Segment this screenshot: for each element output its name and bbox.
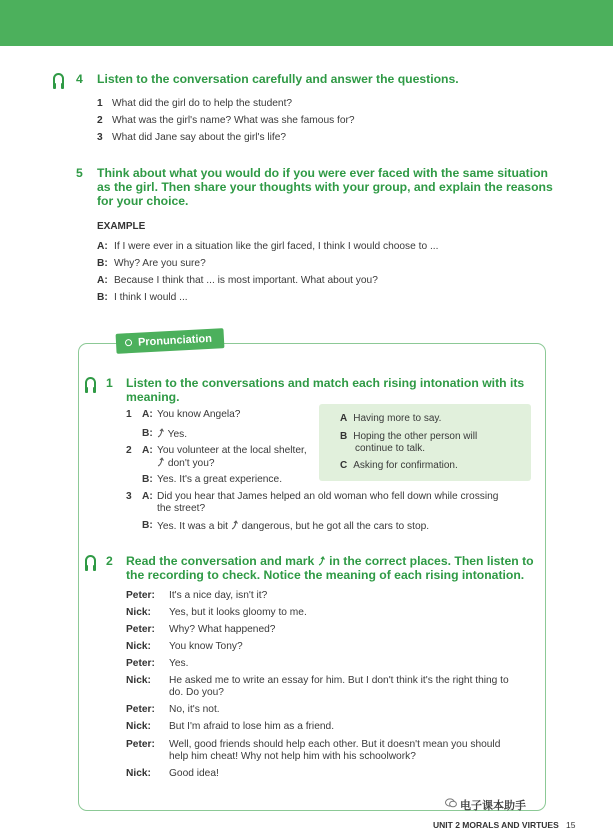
dialogue-line: Yes. — [169, 658, 189, 669]
speaker-label: Peter: — [126, 658, 155, 669]
speaker-label: Nick: — [126, 607, 151, 618]
headphones-icon — [85, 377, 96, 388]
dialogue-line: help him cheat! Why not help him with his schoolwork? — [169, 751, 416, 762]
conv-line: Did you hear that James helped an old woman who fell down while crossing — [157, 491, 499, 502]
conv-line-text: don't you? — [167, 458, 215, 469]
q4-item-text: What did the girl do to help the student? — [112, 98, 293, 109]
example-speaker: A: — [97, 241, 108, 252]
option-text: Asking for confirmation. — [353, 460, 458, 471]
speaker-label: Nick: — [126, 768, 151, 779]
dialogue-line: do. Do you? — [169, 687, 224, 698]
dialogue-line: But I'm afraid to lose him as a friend. — [169, 721, 335, 732]
conv-line: the street? — [157, 503, 206, 514]
example-line: Why? Are you sure? — [114, 258, 206, 269]
q4-item-text: What did Jane say about the girl's life? — [112, 132, 287, 143]
option-text: Having more to say. — [353, 413, 442, 424]
option-b — [340, 431, 477, 443]
p2-heading-text: Read the conversation and mark — [126, 554, 315, 568]
example-speaker: B: — [97, 258, 108, 269]
speaker-label: Peter: — [126, 590, 155, 601]
speaker-label: Nick: — [126, 675, 151, 686]
watermark-text: 电子课本助手 — [460, 800, 526, 812]
rising-arrow-icon — [231, 520, 239, 530]
speaker-label: B: — [142, 520, 153, 531]
dialogue-line: Good idea! — [169, 768, 219, 779]
rising-arrow-icon — [157, 457, 165, 467]
option-b-line2: continue to talk. — [355, 443, 426, 454]
q4-item-number: 2 — [97, 115, 103, 126]
rising-arrow-icon — [157, 428, 165, 438]
p2-heading-line — [126, 554, 534, 568]
example-speaker: A: — [97, 275, 108, 286]
example-line: I think I would ... — [114, 292, 188, 303]
speaker-label: Peter: — [126, 704, 155, 715]
q4-number: 4 — [76, 72, 83, 86]
speaker-label: Nick: — [126, 721, 151, 732]
option-letter: B — [340, 431, 348, 442]
q5-number: 5 — [76, 166, 83, 180]
example-label: EXAMPLE — [97, 221, 146, 232]
q5-heading-line: Think about what you would do if you were ever faced with the same situation — [97, 166, 548, 180]
q4-heading: Listen to the conversation carefully and answer the questions. — [97, 72, 459, 86]
q4-item-number: 3 — [97, 132, 103, 143]
p1-number: 1 — [106, 376, 113, 390]
conv-line-text: Yes. — [167, 429, 188, 440]
dialogue-line: He asked me to write an essay for him. But I don't think it's the right thing to — [169, 675, 509, 686]
pronunciation-tag-label: Pronunciation — [137, 332, 213, 349]
wechat-icon — [445, 798, 457, 808]
speaker-label: A: — [142, 409, 153, 420]
page-number: 15 — [566, 820, 576, 830]
conv-number: 1 — [126, 409, 132, 420]
top-banner — [0, 0, 613, 46]
example-speaker: B: — [97, 292, 108, 303]
headphones-icon — [53, 73, 64, 84]
example-line: Because I think that ... is most important. What about you? — [114, 275, 378, 286]
speaker-label: A: — [142, 445, 153, 456]
dialogue-line: You know Tony? — [169, 641, 243, 652]
conv-number: 2 — [126, 445, 132, 456]
conv-line: You know Angela? — [157, 409, 241, 420]
dialogue-line: Well, good friends should help each other. But it doesn't mean you should — [169, 739, 501, 750]
option-letter: C — [340, 460, 348, 471]
conv-line: Yes. It's a great experience. — [157, 474, 283, 485]
dialogue-line: No, it's not. — [169, 704, 220, 715]
speaker-label: Nick: — [126, 641, 151, 652]
option-a — [340, 413, 441, 425]
bullet-icon — [125, 339, 132, 346]
speaker-label: Peter: — [126, 739, 155, 750]
rising-arrow-icon — [318, 556, 326, 566]
speaker-label: A: — [142, 491, 153, 502]
conv-number: 3 — [126, 491, 132, 502]
conv-line-text: dangerous, but he got all the cars to stop. — [241, 521, 430, 532]
dialogue-line: Yes, but it looks gloomy to me. — [169, 607, 307, 618]
p1-heading-line: meaning. — [126, 390, 180, 404]
option-text: Hoping the other person will — [353, 431, 478, 442]
q4-item-number: 1 — [97, 98, 103, 109]
conv-line — [157, 428, 187, 441]
q5-heading-line: for your choice. — [97, 194, 189, 208]
p1-heading-line: Listen to the conversations and match each rising intonation with its — [126, 376, 525, 390]
p2-heading-text: in the correct places. Then listen to — [329, 554, 534, 568]
speaker-label: B: — [142, 428, 153, 439]
dialogue-line: It's a nice day, isn't it? — [169, 590, 268, 601]
option-letter: A — [340, 413, 348, 424]
option-c — [340, 460, 458, 472]
conv-line: You volunteer at the local shelter, — [157, 445, 307, 456]
headphones-icon — [85, 555, 96, 566]
p2-number: 2 — [106, 554, 113, 568]
conv-line — [157, 457, 215, 470]
q5-heading-line: as the girl. Then share your thoughts with your group, and explain the reasons — [97, 180, 553, 194]
example-line: If I were ever in a situation like the girl faced, I think I would choose to ... — [114, 241, 439, 252]
speaker-label: B: — [142, 474, 153, 485]
p2-heading-line: the recording to check. Notice the meaning of each rising intonation. — [126, 568, 525, 582]
q4-item-text: What was the girl's name? What was she famous for? — [112, 115, 355, 126]
speaker-label: Peter: — [126, 624, 155, 635]
conv-line — [157, 520, 429, 533]
footer-unit: UNIT 2 MORALS AND VIRTUES — [433, 820, 559, 830]
conv-line-text: Yes. It was a bit — [157, 521, 228, 532]
dialogue-line: Why? What happened? — [169, 624, 276, 635]
